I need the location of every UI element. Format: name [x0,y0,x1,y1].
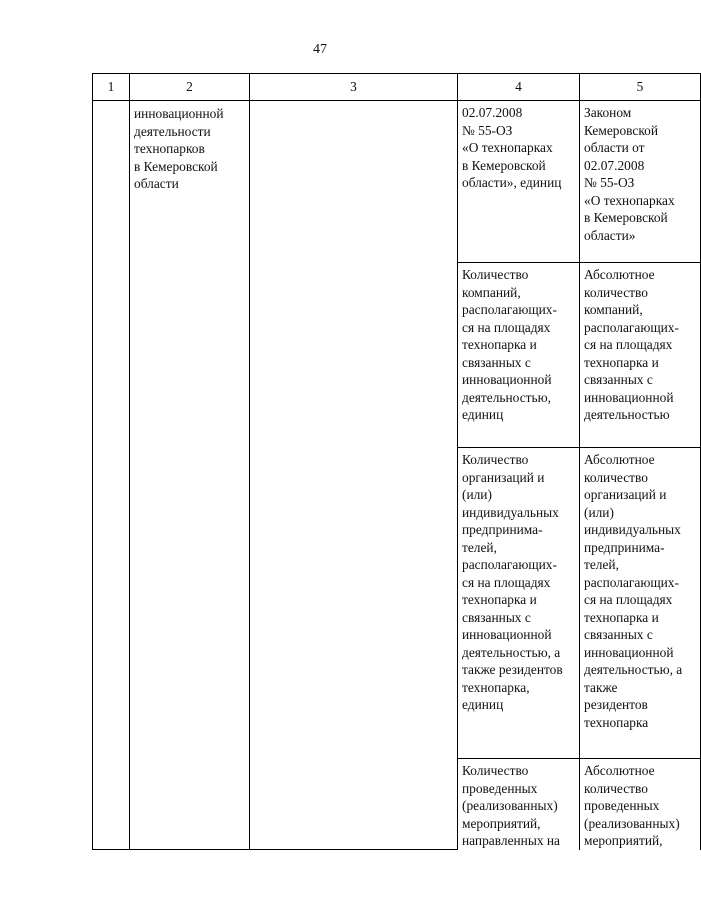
col1-cell [93,101,130,850]
method-text: Абсолютное количество проведенных (реализованных) мероприятий, [584,763,680,848]
page-number: 47 [313,42,327,57]
col3-cell [250,101,458,850]
col4-cell [458,263,580,448]
col5-cell [580,263,701,448]
col2-cell [130,101,250,850]
method-text: Абсолютное количество компаний, располагающих- ся на площадях технопарка и связанных с инновационной деятельностью [584,267,679,422]
col5-cell [580,448,701,759]
method-text: Абсолютное количество организаций и (или) индивидуальных предпринима- телей, располагающих- ся на площадях технопарка и связанных с инновационной деятельностью, а также резидентов технопарка [584,452,683,730]
header-cell-3: 3 [250,74,458,101]
indicator-text: Количество проведенных (реализованных) мероприятий, направленных на [462,763,560,848]
col4-cell [458,448,580,759]
indicator-text: Количество компаний, располагающих- ся на площадях технопарка и связанных с инновационной деятельностью, единиц [462,267,557,422]
indicator-text: 02.07.2008 № 55-ОЗ «О технопарках в Кемеровской области», единиц [462,105,562,190]
indicator-text: Количество организаций и (или) индивидуальных предпринима- телей, располагающих- ся на площадях технопарка и связанных с инновационной деятельностью, а также резидентов технопарка, единиц [462,452,563,712]
header-cell-2: 2 [130,74,250,101]
table-row [93,101,701,263]
header-cell-5: 5 [580,74,701,101]
header-cell-4: 4 [458,74,580,101]
indicator-table [92,73,701,850]
col5-cell [580,101,701,263]
col4-cell [458,759,580,850]
method-text: Законом Кемеровской области от 02.07.2008 № 55-ОЗ «О технопарках в Кемеровской области» [584,105,675,243]
table-header-row [93,74,701,101]
col2-text: инновационной деятельности технопарков в Кемеровской области [134,106,224,191]
col5-cell [580,759,701,850]
col4-cell [458,101,580,263]
header-cell-1: 1 [93,74,130,101]
